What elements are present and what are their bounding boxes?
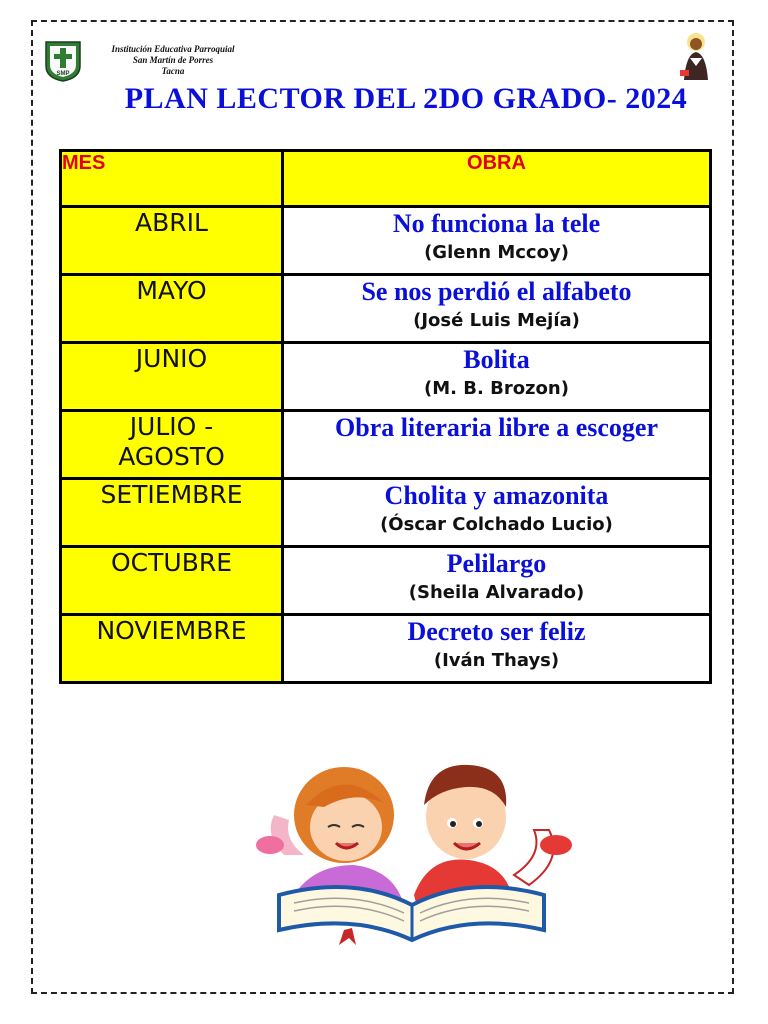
month-cell: JULIO - AGOSTO: [61, 411, 283, 479]
work-title: Obra literaria libre a escoger: [335, 413, 658, 442]
work-title: Bolita: [463, 345, 530, 374]
school-line-2: San Martín de Porres: [132, 55, 214, 65]
work-author: (José Luis Mejía): [413, 310, 580, 331]
school-name: [88, 44, 258, 77]
month-cell: OCTUBRE: [61, 547, 283, 615]
children-reading-illustration: [244, 745, 580, 945]
school-line-3: Tacna: [161, 66, 185, 76]
school-crest-logo: [44, 40, 82, 82]
month-cell: MAYO: [61, 275, 283, 343]
table-row: [61, 275, 711, 343]
work-title: Se nos perdió el alfabeto: [361, 277, 632, 306]
work-cell: [283, 207, 711, 275]
month-cell: JUNIO: [61, 343, 283, 411]
work-cell: [283, 411, 711, 479]
work-author: (Iván Thays): [433, 650, 560, 671]
table-row: [61, 479, 711, 547]
work-author: (Sheila Alvarado): [408, 582, 585, 603]
table-header-row: [61, 151, 711, 207]
work-cell: [283, 547, 711, 615]
school-line-1: Institución Educativa Parroquial: [111, 44, 235, 54]
table-row: [61, 411, 711, 479]
work-title: Pelilargo: [446, 549, 547, 578]
table-row: [61, 207, 711, 275]
column-header-obra: OBRA: [283, 151, 711, 207]
page-title: PLAN LECTOR DEL 2DO GRADO- 2024: [124, 82, 688, 115]
work-cell: [283, 343, 711, 411]
reading-plan-table: [59, 149, 712, 684]
column-header-mes: MES: [61, 151, 283, 207]
month-cell: SETIEMBRE: [61, 479, 283, 547]
work-title: Cholita y amazonita: [384, 481, 609, 510]
month-cell: NOVIEMBRE: [61, 615, 283, 683]
crest-letters: SMP: [56, 71, 70, 77]
work-title: Decreto ser feliz: [407, 617, 586, 646]
table-row: [61, 547, 711, 615]
work-cell: [283, 275, 711, 343]
month-cell: ABRIL: [61, 207, 283, 275]
table-row: [61, 615, 711, 683]
work-cell: [283, 479, 711, 547]
work-title: No funciona la tele: [392, 209, 601, 238]
work-author: (Óscar Colchado Lucio): [380, 514, 613, 535]
saint-illustration: [676, 32, 716, 82]
table-row: [61, 343, 711, 411]
work-author: (Glenn Mccoy): [424, 242, 569, 263]
work-author: (M. B. Brozon): [424, 378, 569, 399]
work-cell: [283, 615, 711, 683]
